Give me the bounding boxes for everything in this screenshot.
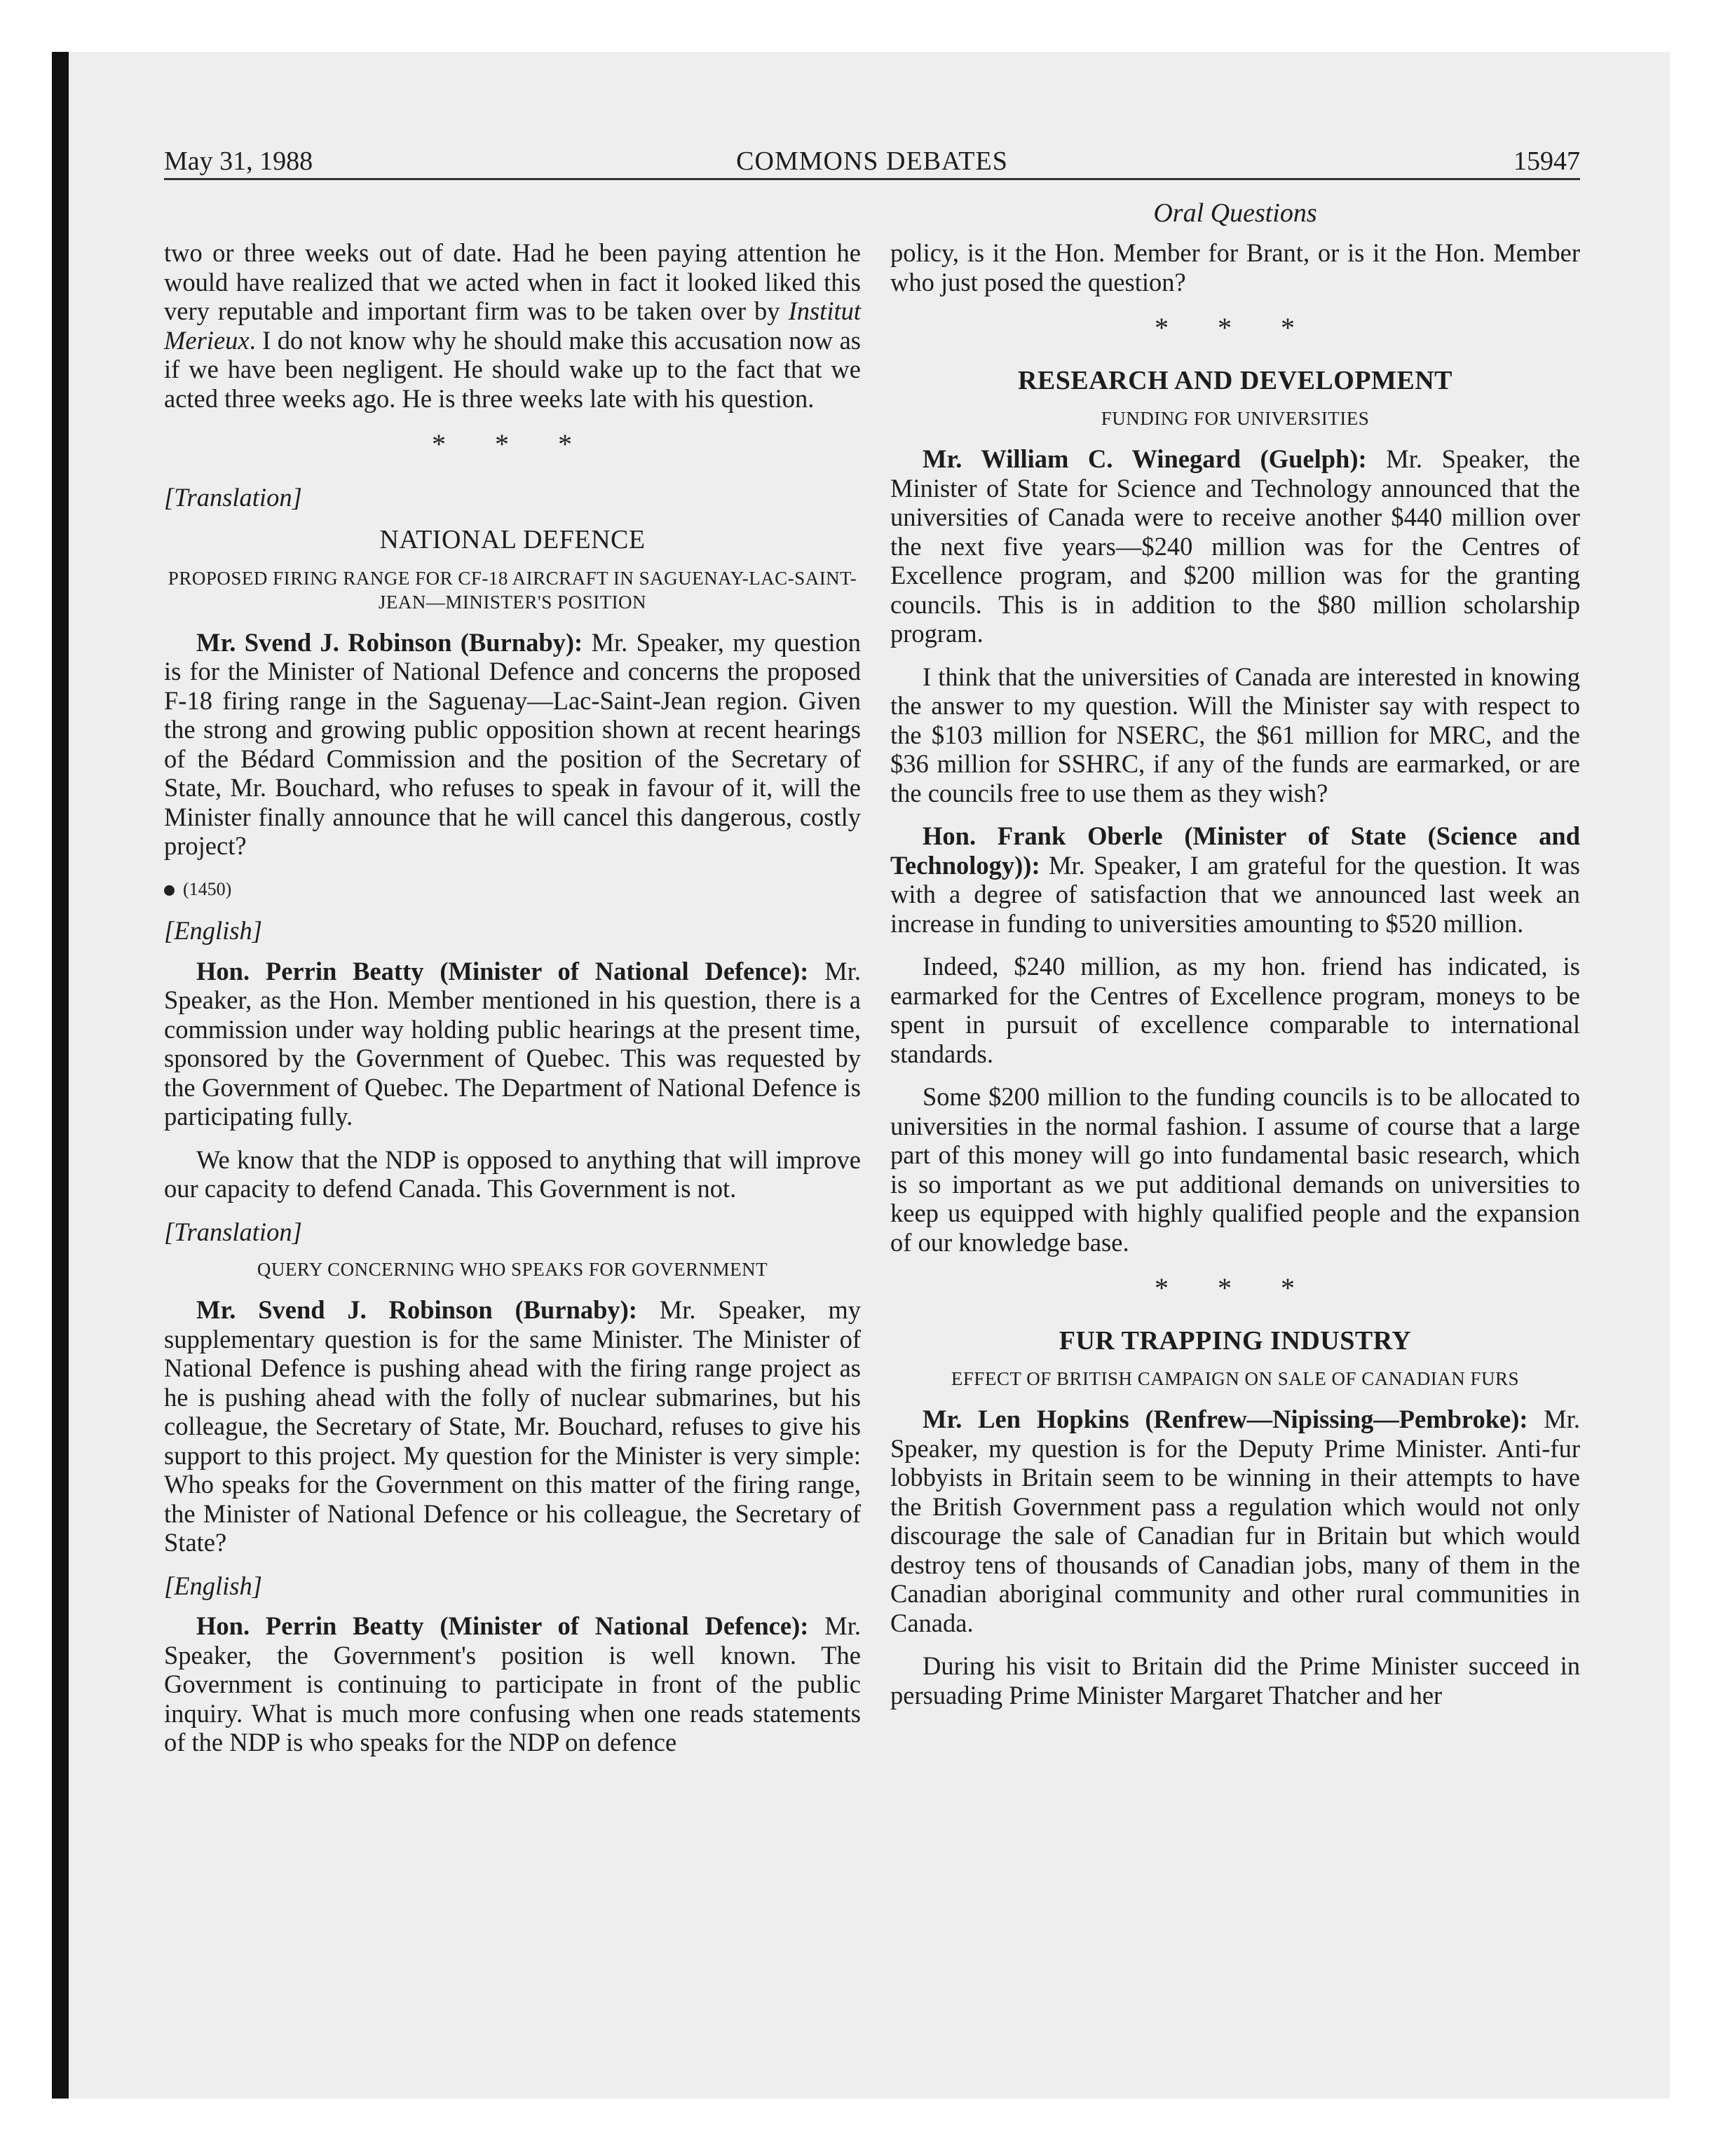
paragraph: I think that the universities of Canada are interested in knowing the answer to my question. Will the Minister say with respect to the $103 million for NSERC, the $61 million for MRC, and the $36 million for SSHRC, if any of the funds are earmarked, or are the councils free to use them as they wish? (890, 662, 1580, 807)
section-separator: * * * (432, 428, 593, 460)
speaker-name: Hon. Perrin Beatty (Minister of National Defence): (196, 956, 809, 985)
language-marker: [Translation] (164, 1217, 302, 1246)
section-heading: FUR TRAPPING INDUSTRY (1059, 1325, 1412, 1356)
subheading: QUERY CONCERNING WHO SPEAKS FOR GOVERNMENT (257, 1259, 768, 1280)
header-date: May 31, 1988 (164, 146, 313, 176)
timestamp-marker: (1450) (164, 875, 861, 904)
speaker-name: Mr. William C. Winegard (Guelph): (923, 444, 1367, 473)
speech-paragraph: Hon. Perrin Beatty (Minister of National Defence): Mr. Speaker, as the Hon. Member mentioned in his question, there is a commission under way holding public hearings at the present time, sponsored by the Government of Quebec. This was requested by the Government of Quebec. The Department of National Defence is participating fully. (164, 956, 861, 1131)
speech-paragraph: Mr. Len Hopkins (Renfrew—Nipissing—Pembroke): Mr. Speaker, my question is for the Deputy Prime Minister. Anti-fur lobbyists in Britain seem to be winning in their attempts to have the British Government pass a regulation which would not only discourage the sale of Canadian fur in Britain but which would destroy tens of thousands of Canadian jobs, many of them in the Canadian aboriginal community and other rural communities in Canada. (890, 1405, 1580, 1637)
speech-paragraph: Hon. Frank Oberle (Minister of State (Science and Technology)): Mr. Speaker, I am grateful for the question. It was with a degree of satisfaction that we announced last week an increase in funding to universities amounting to $520 million. (890, 821, 1580, 938)
language-marker: [English] (164, 916, 262, 945)
left-column (164, 238, 861, 1771)
section-heading: NATIONAL DEFENCE (379, 525, 646, 554)
paragraph: During his visit to Britain did the Prime Minister succeed in persuading Prime Minister Margaret Thatcher and her (890, 1651, 1580, 1710)
paragraph: Indeed, $240 million, as my hon. friend has indicated, is earmarked for the Centres of Excellence program, moneys to be spent in pursuit of excellence comparable to international standards. (890, 952, 1580, 1068)
paragraph: We know that the NDP is opposed to anything that will improve our capacity to defend Canada. This Government is not. (164, 1145, 861, 1203)
paragraph: two or three weeks out of date. Had he been paying attention he would have realized that we acted when in fact it looked liked this very reputable and important firm was to be taken over by Institut Merieux. I do not know why he should make this accusation now as if we have been negligent. He should wake up to the fact that we acted three weeks ago. He is three weeks late with his question. (164, 238, 862, 413)
speech-paragraph: Mr. Svend J. Robinson (Burnaby): Mr. Speaker, my supplementary question is for the same Minister. The Minister of National Defence is pushing ahead with the firing range project as he is pushing ahead with the folly of nuclear submarines, but his colleague, the Secretary of State, Mr. Bouchard, refuses to give his support to this project. My question for the Minister is very simple: Who speaks for the Government on this matter of the firing range, the Minister of National Defence or his colleague, the Secretary of State? (164, 1295, 861, 1557)
subheading: PROPOSED FIRING RANGE FOR CF-18 AIRCRAFT IN SAGUENAY-LAC-SAINT-JEAN—MINISTER'S POSITION (168, 567, 857, 613)
subheading: EFFECT OF BRITISH CAMPAIGN ON SALE OF CANADIAN FURS (951, 1368, 1520, 1389)
header-page-number: 15947 (1513, 146, 1580, 176)
speaker-name: Hon. Perrin Beatty (Minister of National Defence): (196, 1611, 809, 1640)
section-separator: * * * (1155, 312, 1316, 343)
speaker-name: Mr. Svend J. Robinson (Burnaby): (196, 1295, 637, 1324)
speech-paragraph: Hon. Perrin Beatty (Minister of National Defence): Mr. Speaker, the Government's position is well known. The Government is continuing to participate in front of the public inquiry. What is much more confusing when one reads statements of the NDP is who speaks for the NDP on defence (164, 1611, 861, 1756)
speaker-name: Mr. Svend J. Robinson (Burnaby): (196, 627, 583, 657)
scan-edge-shadow (52, 52, 69, 2099)
speech-paragraph: Mr. Svend J. Robinson (Burnaby): Mr. Speaker, my question is for the Minister of National Defence and concerns the proposed F-18 firing range in the Saguenay—Lac-Saint-Jean region. Given the strong and growing public opposition shown at recent hearings of the Bédard Commission and the position of the Secretary of State, Mr. Bouchard, who refuses to speak in favour of it, will the Minister finally announce that he will cancel this dangerous, costly project? (164, 627, 861, 860)
paragraph: Some $200 million to the funding councils is to be allocated to universities in the normal fashion. I assume of course that a large part of this money will go into fundamental basic research, which is so important as we put additional demands on universities to keep us equipped with highly qualified people and the expansion of our knowledge base. (890, 1082, 1580, 1257)
subheading: FUNDING FOR UNIVERSITIES (1101, 408, 1370, 429)
header-title: COMMONS DEBATES (736, 146, 1008, 176)
language-marker: [English] (164, 1571, 262, 1600)
speech-paragraph: Mr. William C. Winegard (Guelph): Mr. Speaker, the Minister of State for Science and Technology announced that the universities of Canada were to receive another $440 million over the next five years—$240 million was for the Centres of Excellence program, and $200 million was for the granting councils. This is in addition to the $80 million scholarship program. (890, 444, 1581, 648)
paragraph: policy, is it the Hon. Member for Brant, or is it the Hon. Member who just posed the question? (890, 238, 1580, 296)
speaker-name: Hon. Frank Oberle (Minister of State (Science and Technology)): (890, 821, 1580, 880)
bullet-icon (164, 885, 175, 896)
running-head: Oral Questions (1153, 198, 1317, 228)
page-header (164, 144, 1580, 180)
section-separator: * * * (1155, 1272, 1316, 1304)
section-heading: RESEARCH AND DEVELOPMENT (1017, 365, 1453, 395)
speaker-name: Mr. Len Hopkins (Renfrew—Nipissing—Pembroke): (923, 1405, 1528, 1433)
language-marker: [Translation] (164, 482, 302, 512)
right-column (890, 238, 1580, 1724)
